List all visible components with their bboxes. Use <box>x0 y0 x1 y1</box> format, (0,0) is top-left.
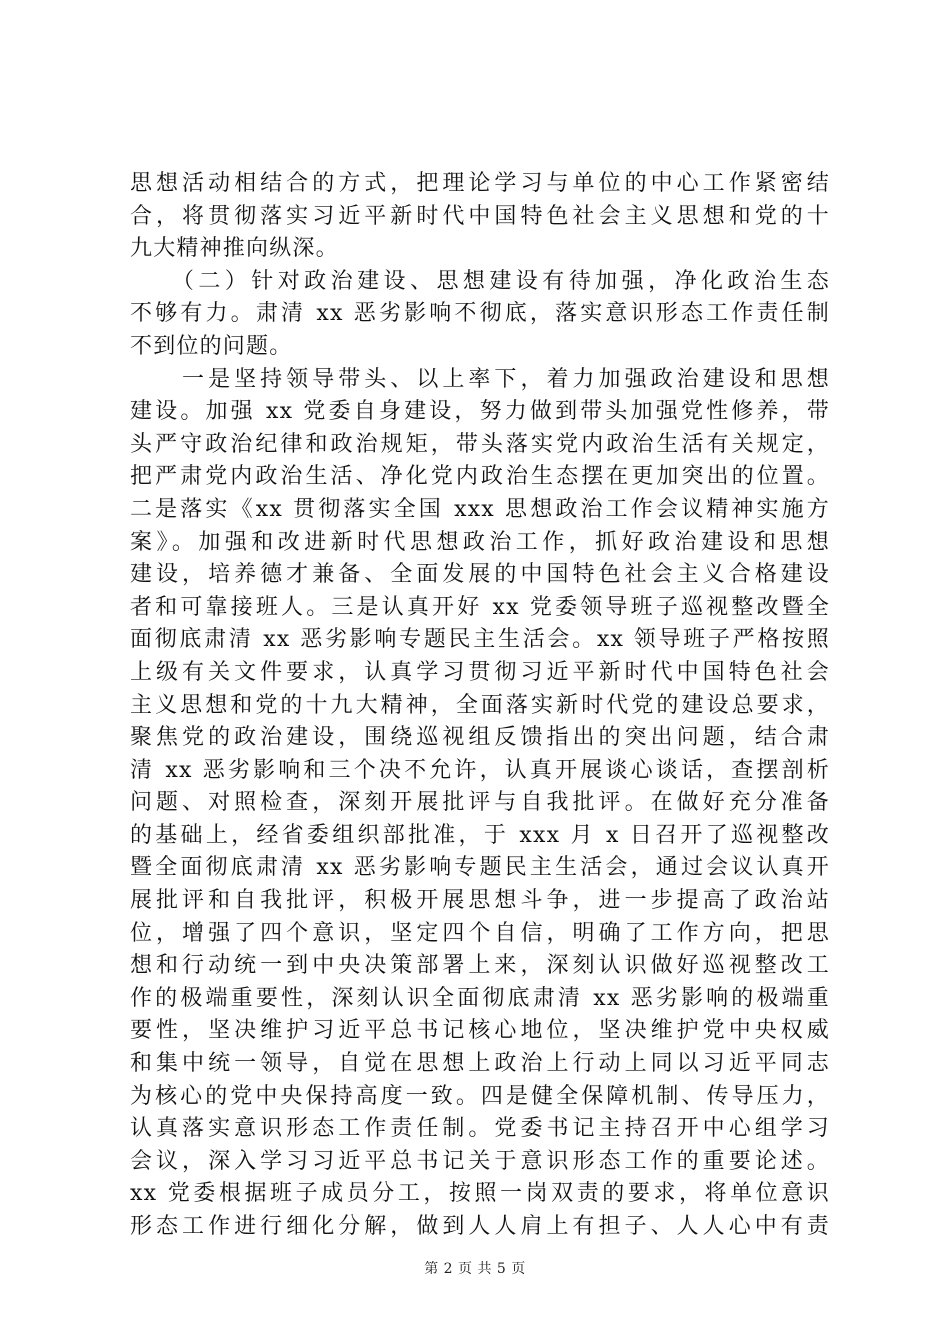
text-line: 案》。加强和改进新时代思想政治工作，抓好政治建设和思想 <box>130 529 830 555</box>
text-line: 不够有力。肃清 xx 恶劣影响不彻底，落实意识形态工作责任制 <box>130 301 830 327</box>
text-line: 面彻底肃清 xx 恶劣影响专题民主生活会。xx 领导班子严格按照 <box>130 627 830 653</box>
text-line: 清 xx 恶劣影响和三个决不允许，认真开展谈心谈话，查摆剖析 <box>130 757 830 783</box>
text-line: （二）针对政治建设、思想建设有待加强，净化政治生态 <box>130 268 830 294</box>
text-line: xx 党委根据班子成员分工，按照一岗双责的要求，将单位意识 <box>130 1181 830 1207</box>
text-line: 的基础上，经省委组织部批准，于 xxx 月 x 日召开了巡视整改 <box>130 822 830 848</box>
text-line: 认真落实意识形态工作责任制。党委书记主持召开中心组学习 <box>130 1116 830 1142</box>
text-line: 合，将贯彻落实习近平新时代中国特色社会主义思想和党的十 <box>130 203 830 229</box>
text-line: 会议，深入学习习近平总书记关于意识形态工作的重要论述。 <box>130 1148 830 1174</box>
text-line: 为核心的党中央保持高度一致。四是健全保障机制、传导压力， <box>130 1083 830 1109</box>
text-line: 二是落实《xx 贯彻落实全国 xxx 思想政治工作会议精神实施方 <box>130 496 830 522</box>
text-line: 不到位的问题。 <box>130 333 293 359</box>
text-line: 九大精神推向纵深。 <box>130 236 339 262</box>
text-line: 上级有关文件要求，认真学习贯彻习近平新时代中国特色社会 <box>130 659 830 685</box>
text-line: 和集中统一领导，自觉在思想上政治上行动上同以习近平同志 <box>130 1051 830 1077</box>
text-line: 建设。加强 xx 党委自身建设，努力做到带头加强党性修养，带 <box>130 399 830 425</box>
text-line: 要性，坚决维护习近平总书记核心地位，坚决维护党中央权威 <box>130 1018 830 1044</box>
text-line: 建设，培养德才兼备、全面发展的中国特色社会主义合格建设 <box>130 562 830 588</box>
text-line: 想和行动统一到中央决策部署上来，深刻认识做好巡视整改工 <box>130 953 830 979</box>
text-line: 问题、对照检查，深刻开展批评与自我批评。在做好充分准备 <box>130 790 830 816</box>
text-line: 作的极端重要性，深刻认识全面彻底肃清 xx 恶劣影响的极端重 <box>130 985 830 1011</box>
text-line: 头严守政治纪律和政治规矩，带头落实党内政治生活有关规定， <box>130 431 830 457</box>
text-line: 把严肃党内政治生活、净化党内政治生态摆在更加突出的位置。 <box>130 464 830 490</box>
page-number-footer: 第 2 页 共 5 页 <box>424 1261 526 1277</box>
text-line: 聚焦党的政治建设，围绕巡视组反馈指出的突出问题，结合肃 <box>130 725 830 751</box>
text-line: 形态工作进行细化分解，做到人人肩上有担子、人人心中有责 <box>130 1214 830 1239</box>
text-line: 主义思想和党的十九大精神，全面落实新时代党的建设总要求， <box>130 692 830 718</box>
text-line: 者和可靠接班人。三是认真开好 xx 党委领导班子巡视整改暨全 <box>130 594 830 620</box>
text-line: 思想活动相结合的方式，把理论学习与单位的中心工作紧密结 <box>130 171 830 196</box>
text-line: 一是坚持领导带头、以上率下，着力加强政治建设和思想 <box>130 366 830 392</box>
document-body <box>130 168 830 1244</box>
text-line: 展批评和自我批评，积极开展思想斗争，进一步提高了政治站 <box>130 888 830 914</box>
text-line: 暨全面彻底肃清 xx 恶劣影响专题民主生活会，通过会议认真开 <box>130 855 830 881</box>
text-line: 位，增强了四个意识，坚定四个自信，明确了工作方向，把思 <box>130 920 830 946</box>
